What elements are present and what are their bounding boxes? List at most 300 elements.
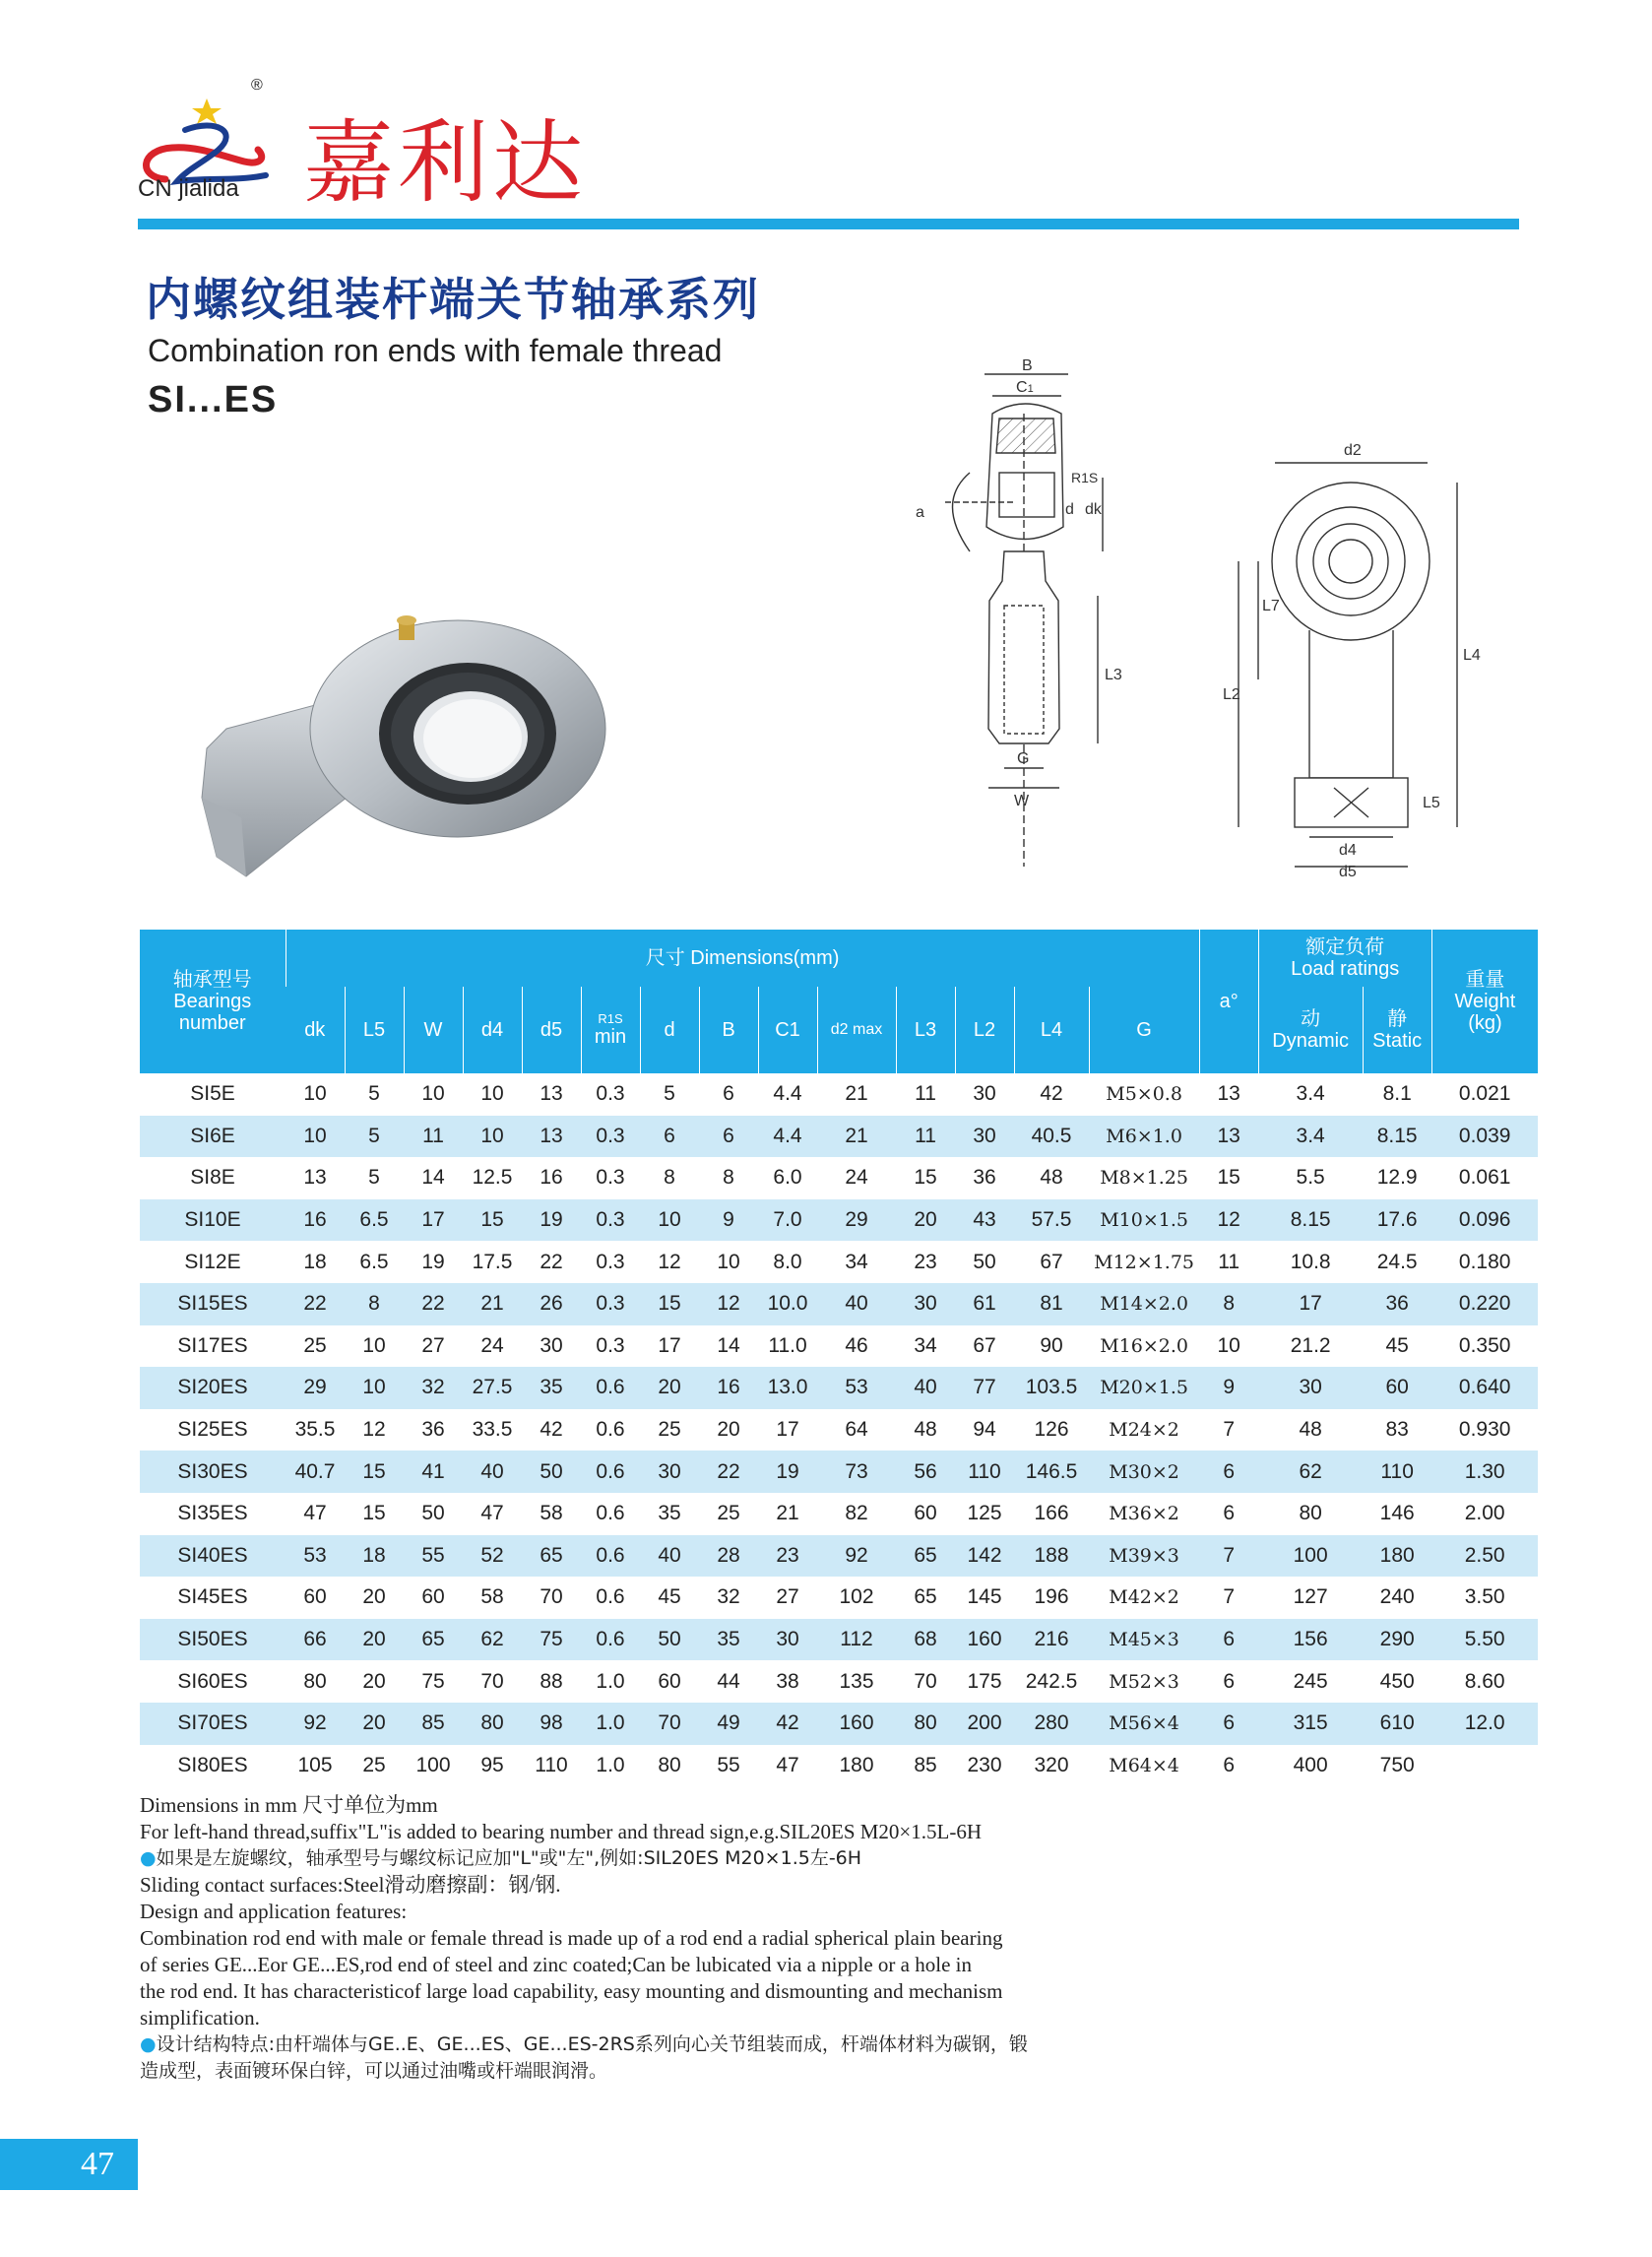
cell-W: 41: [404, 1451, 463, 1493]
cell-dynamic: 3.4: [1258, 1116, 1363, 1158]
label-d: d: [1065, 501, 1074, 518]
cell-L2: 175: [967, 1669, 1002, 1693]
cell-number: SI80ES: [177, 1753, 248, 1776]
header-dimensions: 尺寸 Dimensions(mm): [286, 930, 1199, 987]
cell-number: SI15ES: [140, 1283, 286, 1325]
cell-W: 85: [404, 1703, 463, 1745]
cell-static: 17.6: [1363, 1199, 1431, 1242]
cell-d2: 24: [845, 1166, 868, 1190]
cell-d5: 50: [522, 1451, 581, 1493]
cell-d5: 98: [522, 1703, 581, 1745]
cell-d2: 53: [817, 1367, 896, 1409]
cell-number: SI70ES: [140, 1703, 286, 1745]
cell-W: 22: [404, 1283, 463, 1325]
cell-L4: 48: [1040, 1166, 1063, 1190]
cell-d: 12: [658, 1250, 681, 1273]
cell-r1s: 0.6: [581, 1535, 640, 1578]
cell-weight: [1431, 1745, 1538, 1787]
cell-L3: 23: [914, 1250, 937, 1273]
table-row: [140, 1703, 1538, 1745]
cell-G: M42×2: [1109, 1586, 1179, 1609]
cell-d5: 13: [522, 1116, 581, 1158]
cell-d: 20: [640, 1367, 699, 1409]
cell-d2: 92: [817, 1535, 896, 1578]
page-title-cn: 内螺纹组装杆端关节轴承系列: [146, 273, 760, 326]
cell-B: 32: [717, 1585, 740, 1609]
bullet-icon: ●: [140, 1847, 157, 1869]
cell-L5: 6.5: [345, 1199, 404, 1242]
cell-d: 17: [658, 1333, 681, 1357]
cell-G: M20×1.5: [1089, 1367, 1199, 1409]
cell-d2: 102: [839, 1585, 874, 1609]
cell-dynamic: 127: [1293, 1585, 1328, 1609]
cell-d5: 35: [522, 1367, 581, 1409]
label-L7: L7: [1262, 598, 1280, 614]
cell-d: 45: [658, 1585, 681, 1609]
cell-dynamic: 17: [1258, 1283, 1363, 1325]
header-d: d: [640, 987, 699, 1073]
label-L3: L3: [1105, 667, 1122, 683]
header-static: 静 Static: [1363, 987, 1431, 1073]
cell-number: SI12E: [184, 1250, 241, 1273]
cell-angle: 6: [1199, 1619, 1258, 1661]
cell-dynamic: 10.8: [1290, 1250, 1331, 1273]
cell-number: SI17ES: [177, 1333, 248, 1357]
cell-weight: 0.096: [1431, 1199, 1538, 1242]
header-L4: L4: [1014, 987, 1089, 1073]
cell-C1: 10.0: [758, 1283, 817, 1325]
table-row: [140, 1325, 1538, 1368]
cell-L4: 242.5: [1025, 1669, 1078, 1693]
cell-weight: 8.60: [1464, 1669, 1505, 1693]
cell-d: 40: [640, 1535, 699, 1578]
cell-d4: 70: [480, 1669, 504, 1693]
cell-d5: 16: [540, 1166, 563, 1190]
cell-dynamic: 48: [1299, 1418, 1322, 1442]
cell-d4: 27.5: [463, 1367, 522, 1409]
cell-d5: 88: [540, 1669, 563, 1693]
cell-L4: 81: [1014, 1283, 1089, 1325]
cell-G: M10×1.5: [1089, 1199, 1199, 1242]
cell-L4: 67: [1040, 1250, 1063, 1273]
cell-G: M24×2: [1109, 1419, 1179, 1442]
cell-dynamic: 21.2: [1290, 1333, 1331, 1357]
cell-L4: 40.5: [1014, 1116, 1089, 1158]
cell-L4: 126: [1034, 1418, 1069, 1442]
cell-angle: 10: [1217, 1333, 1240, 1357]
label-a: a: [916, 504, 924, 521]
cell-dynamic: 5.5: [1296, 1166, 1325, 1190]
cell-d5: 42: [540, 1418, 563, 1442]
cell-L3: 40: [896, 1367, 955, 1409]
cell-r1s: 0.3: [596, 1250, 625, 1273]
note-design-heading: Design and application features:: [140, 1900, 408, 1923]
cell-d2: 21: [845, 1082, 868, 1106]
header-dynamic: 动 Dynamic: [1258, 987, 1363, 1073]
cell-L3: 20: [896, 1199, 955, 1242]
cell-C1: 23: [758, 1535, 817, 1578]
table-row: [140, 1577, 1538, 1619]
cell-dynamic: 245: [1293, 1669, 1328, 1693]
cell-B: 14: [717, 1333, 740, 1357]
label-W: W: [1014, 793, 1030, 809]
cell-L4: 216: [1014, 1619, 1089, 1661]
header-L2: L2: [955, 987, 1014, 1073]
product-photo: [187, 581, 620, 896]
table-row: [140, 1660, 1538, 1703]
cell-d4: 47: [480, 1502, 504, 1525]
cell-r1s: 0.6: [581, 1619, 640, 1661]
cell-number: SI35ES: [177, 1502, 248, 1525]
cell-dynamic: 80: [1299, 1502, 1322, 1525]
cell-B: 44: [717, 1669, 740, 1693]
note-sliding-surfaces: Sliding contact surfaces:Steel滑动磨擦副：钢/钢.: [140, 1873, 561, 1897]
cell-d4: 33.5: [472, 1418, 513, 1442]
cell-r1s: 0.3: [596, 1333, 625, 1357]
cell-L2: 30: [955, 1116, 1014, 1158]
cell-r1s: 1.0: [581, 1703, 640, 1745]
cell-angle: 13: [1217, 1082, 1240, 1106]
cell-d2: 21: [817, 1116, 896, 1158]
header-C1: C1: [758, 987, 817, 1073]
cell-r1s: 0.3: [581, 1199, 640, 1242]
table-row: [140, 1409, 1538, 1451]
cell-angle: 15: [1217, 1166, 1240, 1190]
cell-d5: 65: [522, 1535, 581, 1578]
cell-W: 36: [421, 1418, 445, 1442]
cell-d2: 40: [817, 1283, 896, 1325]
cell-d: 80: [658, 1753, 681, 1776]
cell-L2: 30: [973, 1082, 996, 1106]
cell-L4: 57.5: [1014, 1199, 1089, 1242]
label-R1S: R1S: [1071, 470, 1099, 485]
header-bearing-number: 轴承型号 Bearings number: [140, 930, 286, 1073]
cell-L3: 56: [896, 1451, 955, 1493]
cell-dk: 47: [303, 1502, 327, 1525]
cell-angle: 11: [1218, 1250, 1240, 1273]
cell-d: 15: [640, 1283, 699, 1325]
cell-static: 12.9: [1376, 1166, 1418, 1190]
label-L5: L5: [1423, 795, 1440, 811]
note-design-text: Combination rod end with male or female thread is made up of a rod end a radial spherical plain bearing: [140, 1926, 1003, 1950]
cell-static: 146: [1379, 1502, 1415, 1525]
cell-angle: 6: [1223, 1753, 1235, 1776]
cell-L4: 103.5: [1014, 1367, 1089, 1409]
cell-C1: 19: [758, 1451, 817, 1493]
cell-angle: 8: [1199, 1283, 1258, 1325]
cell-W: 50: [421, 1502, 445, 1525]
cell-weight: 0.061: [1458, 1166, 1511, 1190]
cell-d2: 135: [839, 1669, 874, 1693]
cell-d5: 22: [540, 1250, 563, 1273]
note-design-text: the rod end. It has characteristicof large load capability, easy mounting and dismounting and mechanism: [140, 1979, 1003, 2003]
cell-C1: 21: [776, 1502, 799, 1525]
cell-dk: 22: [286, 1283, 345, 1325]
cell-B: 6: [723, 1082, 734, 1106]
cell-W: 11: [404, 1116, 463, 1158]
table-row: [140, 1116, 1538, 1158]
cell-L3: 60: [914, 1502, 937, 1525]
cell-d4: 40: [463, 1451, 522, 1493]
cell-L4: 146.5: [1014, 1451, 1089, 1493]
cell-static: 180: [1363, 1535, 1431, 1578]
header-d5: d5: [522, 987, 581, 1073]
cell-d4: 95: [480, 1753, 504, 1776]
cell-L2: 50: [973, 1250, 996, 1273]
cell-W: 100: [415, 1753, 451, 1776]
cell-d5: 110: [535, 1753, 568, 1776]
label-G: G: [1017, 750, 1030, 767]
cell-L5: 5: [345, 1116, 404, 1158]
cell-B: 20: [717, 1418, 740, 1442]
header-divider: [138, 219, 1519, 229]
cell-L3: 65: [896, 1535, 955, 1578]
cell-L5: 25: [362, 1753, 386, 1776]
cell-d5: 13: [540, 1082, 563, 1106]
table-row: [140, 1493, 1538, 1535]
cell-C1: 4.4: [758, 1116, 817, 1158]
cell-C1: 42: [758, 1703, 817, 1745]
cell-static: 24.5: [1376, 1250, 1418, 1273]
cell-dk: 25: [303, 1333, 327, 1357]
cell-d5: 70: [540, 1585, 563, 1609]
cell-dynamic: 156: [1258, 1619, 1363, 1661]
cell-C1: 7.0: [758, 1199, 817, 1242]
cell-L2: 67: [973, 1333, 996, 1357]
table-row: [140, 1619, 1538, 1661]
cell-d5: 30: [540, 1333, 563, 1357]
cell-dk: 29: [286, 1367, 345, 1409]
cell-d4: 62: [463, 1619, 522, 1661]
cell-d4: 80: [463, 1703, 522, 1745]
header-weight: 重量 Weight (kg): [1431, 930, 1538, 1073]
cell-r1s: 0.6: [596, 1418, 625, 1442]
cell-L2: 77: [955, 1367, 1014, 1409]
cell-static: 750: [1379, 1753, 1415, 1776]
cell-dk: 92: [286, 1703, 345, 1745]
cell-B: 10: [717, 1250, 740, 1273]
cell-G: M52×3: [1109, 1670, 1179, 1693]
cell-L4: 280: [1014, 1703, 1089, 1745]
header-L3: L3: [896, 987, 955, 1073]
note-design-cn: ●设计结构特点:由杆端体与GE..E、GE...ES、GE...ES-2RS系列向心关节组装而成，杆端体材料为碳钢，锻: [140, 2033, 1028, 2055]
cell-dk: 66: [286, 1619, 345, 1661]
cell-d4: 17.5: [472, 1250, 513, 1273]
cell-G: M30×2: [1089, 1451, 1199, 1493]
spec-table-body: [140, 1073, 1538, 1786]
cell-weight: 2.50: [1431, 1535, 1538, 1578]
cell-W: 65: [404, 1619, 463, 1661]
cell-r1s: 0.6: [596, 1585, 625, 1609]
cell-L5: 15: [362, 1502, 386, 1525]
cell-C1: 6.0: [773, 1166, 802, 1190]
cell-L3: 68: [896, 1619, 955, 1661]
cell-angle: 12: [1199, 1199, 1258, 1242]
note-design-text: simplification.: [140, 2006, 260, 2030]
cell-r1s: 1.0: [596, 1669, 625, 1693]
cell-B: 25: [717, 1502, 740, 1525]
cell-G: M12×1.75: [1094, 1251, 1194, 1273]
side-view-drawing: [876, 355, 1152, 876]
cell-d2: 73: [817, 1451, 896, 1493]
table-row: [140, 1241, 1538, 1283]
cell-number: SI40ES: [140, 1535, 286, 1578]
table-row: [140, 1451, 1538, 1493]
header-angle: a°: [1199, 930, 1258, 1073]
label-dk: dk: [1085, 501, 1102, 518]
cell-L4: 320: [1034, 1753, 1069, 1776]
cell-d5: 26: [522, 1283, 581, 1325]
cell-L2: 94: [973, 1418, 996, 1442]
cell-d2: 180: [839, 1753, 874, 1776]
cell-W: 27: [421, 1333, 445, 1357]
cell-weight: 12.0: [1431, 1703, 1538, 1745]
cell-W: 60: [421, 1585, 445, 1609]
cell-angle: 6: [1199, 1703, 1258, 1745]
cell-dynamic: 315: [1258, 1703, 1363, 1745]
note-left-hand: For left-hand thread,suffix"L"is added to bearing number and thread sign,e.g.SIL20ES M20×1.5L-6H: [140, 1820, 983, 1843]
cell-B: 12: [699, 1283, 758, 1325]
cell-angle: 7: [1199, 1535, 1258, 1578]
cell-L5: 6.5: [359, 1250, 389, 1273]
cell-d4: 21: [463, 1283, 522, 1325]
cell-G: M6×1.0: [1089, 1116, 1199, 1158]
cell-r1s: 1.0: [596, 1753, 625, 1776]
cell-L5: 5: [368, 1166, 380, 1190]
cell-dk: 18: [303, 1250, 327, 1273]
cell-B: 55: [717, 1753, 740, 1776]
cell-weight: 1.30: [1431, 1451, 1538, 1493]
cell-d2: 112: [817, 1619, 896, 1661]
cell-L4: 166: [1034, 1502, 1069, 1525]
cell-weight: 0.350: [1458, 1333, 1511, 1357]
cell-L3: 85: [914, 1753, 937, 1776]
cell-L4: 42: [1040, 1082, 1063, 1106]
note-design-text: of series GE...Eor GE...ES,rod end of steel and zinc coated;Can be lubicated via a nipple or a hole in: [140, 1953, 972, 1976]
cell-L5: 20: [362, 1669, 386, 1693]
cell-weight: 3.50: [1464, 1585, 1505, 1609]
cell-dk: 16: [286, 1199, 345, 1242]
cell-number: SI6E: [140, 1116, 286, 1158]
cell-L2: 43: [955, 1199, 1014, 1242]
cell-dk: 35.5: [294, 1418, 336, 1442]
header-W: W: [404, 987, 463, 1073]
cell-weight: 0.021: [1458, 1082, 1511, 1106]
cell-d4: 12.5: [472, 1166, 513, 1190]
cell-number: SI20ES: [140, 1367, 286, 1409]
table-row: [140, 1073, 1538, 1116]
cell-B: 28: [699, 1535, 758, 1578]
cell-L5: 20: [345, 1703, 404, 1745]
cell-static: 60: [1363, 1367, 1431, 1409]
cell-B: 35: [699, 1619, 758, 1661]
cell-L5: 20: [345, 1619, 404, 1661]
registered-mark: ®: [251, 77, 263, 94]
cell-G: M16×2.0: [1100, 1334, 1188, 1357]
table-row: [140, 1745, 1538, 1787]
cell-W: 75: [421, 1669, 445, 1693]
spec-table: [140, 930, 1538, 1786]
cell-G: M64×4: [1109, 1754, 1179, 1776]
cell-d5: 75: [522, 1619, 581, 1661]
cell-static: 8.1: [1382, 1082, 1412, 1106]
cell-L3: 30: [896, 1283, 955, 1325]
cell-d4: 24: [480, 1333, 504, 1357]
cell-d5: 58: [540, 1502, 563, 1525]
cell-d4: 52: [463, 1535, 522, 1578]
cell-angle: 7: [1223, 1418, 1235, 1442]
cell-r1s: 0.3: [596, 1082, 625, 1106]
header-d2: d2 max: [817, 987, 896, 1073]
cell-W: 10: [421, 1082, 445, 1106]
cell-G: M56×4: [1089, 1703, 1199, 1745]
cell-L2: 36: [973, 1166, 996, 1190]
cell-dynamic: 30: [1258, 1367, 1363, 1409]
cell-d: 70: [640, 1703, 699, 1745]
cell-dk: 13: [303, 1166, 327, 1190]
cell-number: SI25ES: [177, 1418, 248, 1442]
cell-d2: 64: [845, 1418, 868, 1442]
cell-dynamic: 8.15: [1258, 1199, 1363, 1242]
cell-L3: 80: [896, 1703, 955, 1745]
cell-L2: 125: [967, 1502, 1002, 1525]
cell-d4: 58: [480, 1585, 504, 1609]
label-L4: L4: [1463, 647, 1481, 664]
table-row: [140, 1157, 1538, 1199]
cell-r1s: 0.3: [581, 1283, 640, 1325]
cell-angle: 7: [1223, 1585, 1235, 1609]
cell-L5: 12: [362, 1418, 386, 1442]
cell-dk: 10: [303, 1082, 327, 1106]
cell-L5: 10: [345, 1367, 404, 1409]
cell-number: SI10E: [140, 1199, 286, 1242]
cell-d5: 19: [522, 1199, 581, 1242]
cell-static: 36: [1363, 1283, 1431, 1325]
cell-L3: 15: [914, 1166, 937, 1190]
header-dk: dk: [286, 987, 345, 1073]
cell-dk: 40.7: [286, 1451, 345, 1493]
header-d4: d4: [463, 987, 522, 1073]
cell-G: M39×3: [1089, 1535, 1199, 1578]
cell-G: M5×0.8: [1106, 1083, 1182, 1106]
cell-B: 16: [699, 1367, 758, 1409]
cell-C1: 11.0: [768, 1333, 807, 1357]
cell-dynamic: 100: [1258, 1535, 1363, 1578]
cell-C1: 47: [776, 1753, 799, 1776]
cell-static: 8.15: [1363, 1116, 1431, 1158]
label-B: B: [1022, 357, 1033, 374]
cell-weight: 0.640: [1431, 1367, 1538, 1409]
cell-C1: 4.4: [773, 1082, 802, 1106]
cell-angle: 6: [1199, 1451, 1258, 1493]
cell-L5: 15: [345, 1451, 404, 1493]
page-number: 47: [0, 2139, 138, 2190]
cell-G: M14×2.0: [1089, 1283, 1199, 1325]
cell-static: 240: [1379, 1585, 1415, 1609]
cell-L4: 196: [1034, 1585, 1069, 1609]
cell-dk: 105: [297, 1753, 333, 1776]
cell-r1s: 0.6: [581, 1451, 640, 1493]
table-row: [140, 1199, 1538, 1242]
label-L2: L2: [1223, 686, 1240, 703]
cell-L2: 145: [967, 1585, 1002, 1609]
cell-dynamic: 62: [1258, 1451, 1363, 1493]
cell-L3: 34: [914, 1333, 937, 1357]
cell-angle: 13: [1199, 1116, 1258, 1158]
cell-L5: 10: [362, 1333, 386, 1357]
cell-d: 6: [640, 1116, 699, 1158]
cell-d: 25: [658, 1418, 681, 1442]
